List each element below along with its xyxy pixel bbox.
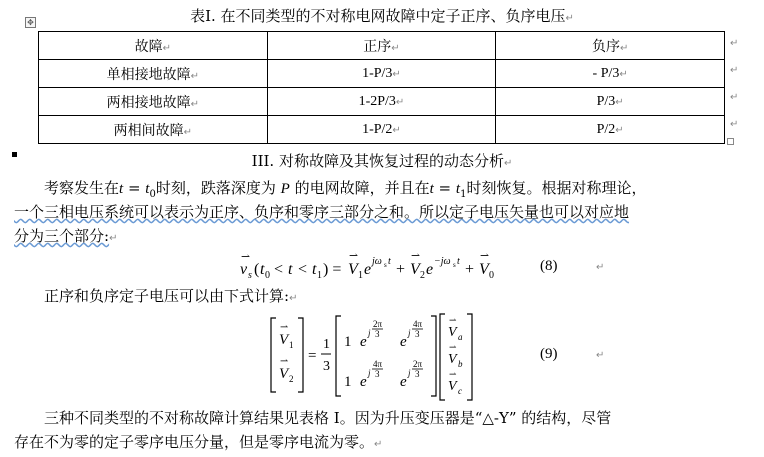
- table-resize-handle[interactable]: [727, 138, 734, 145]
- svg-text:v: v: [240, 261, 248, 278]
- svg-text:1: 1: [323, 337, 330, 352]
- svg-text:V: V: [448, 379, 457, 394]
- svg-text:c: c: [458, 386, 462, 396]
- svg-text:1: 1: [289, 340, 294, 350]
- svg-text:V: V: [348, 261, 358, 278]
- row-end-mark: ↵: [730, 65, 739, 76]
- paragraph-mark: ↵: [374, 439, 383, 450]
- svg-text:⇀: ⇀: [411, 250, 421, 262]
- svg-text:e: e: [360, 374, 367, 390]
- svg-text:3: 3: [415, 369, 420, 379]
- section-heading: III. 对称故障及其恢复过程的动态分析↵: [251, 152, 513, 170]
- paragraph-mark: ↵: [615, 96, 624, 108]
- equation-number: (9): [540, 346, 558, 362]
- svg-text:V: V: [448, 325, 457, 340]
- svg-text:⇀: ⇀: [449, 342, 457, 352]
- svg-text:b: b: [458, 359, 463, 369]
- table-row: [39, 60, 725, 88]
- svg-text:j: j: [408, 368, 411, 378]
- table-cell: 1-P/2↵: [267, 116, 496, 144]
- svg-text:j: j: [368, 368, 371, 378]
- header-cell-fault: 故障↵: [39, 32, 268, 60]
- svg-text:⇀: ⇀: [480, 250, 490, 262]
- svg-text:t: t: [312, 261, 317, 278]
- svg-text:+: +: [465, 261, 475, 278]
- svg-text:1: 1: [344, 334, 352, 350]
- svg-text:j: j: [408, 328, 411, 338]
- svg-text:s: s: [453, 261, 456, 269]
- svg-text:V: V: [279, 366, 289, 382]
- paragraph-line: 一个三相电压系统可以表示为正序、负序和零序三部分之和。所以定子电压矢量也可以对应地: [14, 203, 630, 221]
- svg-text:3: 3: [415, 329, 420, 339]
- svg-text:V: V: [279, 332, 289, 348]
- paragraph-mark: ↵: [109, 233, 118, 244]
- svg-text:V: V: [479, 261, 489, 278]
- paragraph-mark: ↵: [619, 42, 629, 54]
- svg-text:3: 3: [375, 329, 380, 339]
- svg-text:s: s: [248, 270, 252, 281]
- row-end-mark: ↵: [730, 92, 739, 103]
- table-cell: P/2↵: [496, 116, 725, 144]
- paragraph-mark: ↵: [565, 13, 574, 24]
- paragraph-mark: ↵: [190, 70, 199, 82]
- svg-text:⇀: ⇀: [449, 369, 457, 379]
- math-inline: t: [429, 181, 434, 197]
- paragraph-mark: ↵: [615, 124, 624, 136]
- svg-text:s: s: [384, 261, 387, 269]
- table-cell: 两相间故障↵: [39, 116, 268, 144]
- svg-text:t: t: [260, 261, 265, 278]
- svg-text:2π: 2π: [413, 359, 423, 369]
- svg-text:1: 1: [317, 270, 322, 281]
- paragraph-mark: ↵: [289, 293, 298, 304]
- math-inline: t: [145, 181, 150, 197]
- table-caption: 表Ⅰ. 在不同类型的不对称电网故障中定子正序、负序电压↵: [190, 7, 574, 25]
- svg-text:t: t: [388, 256, 391, 267]
- svg-text:a: a: [458, 332, 463, 342]
- paragraph-mark: ↵: [183, 126, 192, 138]
- svg-text:V: V: [410, 261, 420, 278]
- table-move-handle-icon[interactable]: ✥: [25, 17, 36, 28]
- svg-text:V: V: [448, 352, 457, 367]
- paragraph-line: 正序和负序定子电压可以由下式计算:↵: [44, 287, 298, 305]
- row-end-mark: ↵: [730, 38, 739, 49]
- paragraph-mark: ↵: [392, 68, 401, 80]
- svg-text:e: e: [400, 374, 407, 390]
- paragraph-mark: ↵: [190, 98, 199, 110]
- svg-text:(: (: [254, 261, 260, 278]
- svg-text:3: 3: [323, 359, 330, 374]
- svg-text:⇀: ⇀: [280, 356, 289, 367]
- math-inline: t: [119, 181, 124, 197]
- svg-text:<: <: [298, 261, 308, 278]
- table-row: [39, 116, 725, 144]
- svg-text:⇀: ⇀: [280, 322, 289, 333]
- svg-text:e: e: [364, 261, 372, 278]
- math-inline: P: [280, 181, 290, 197]
- svg-text:e: e: [426, 261, 434, 278]
- svg-text:jω: jω: [372, 256, 382, 267]
- svg-text:−jω: −jω: [434, 256, 451, 267]
- table-cell: 两相接地故障↵: [39, 88, 268, 116]
- svg-text:3: 3: [375, 369, 380, 379]
- paragraph-line: 存在不为零的定子零序电压分量，但是零序电流为零。↵: [14, 433, 383, 451]
- svg-text:t: t: [457, 256, 460, 267]
- table-header-row: [39, 32, 725, 60]
- svg-text:1: 1: [344, 374, 352, 390]
- paragraph-line: 考察发生在$t = t_0$时刻，跌落深度为 P 的电网故障，并且在$t = t_1$时刻恢复。根据对称理论，: [44, 179, 647, 200]
- paragraph-mark: ↵: [392, 124, 401, 136]
- svg-text:4π: 4π: [373, 359, 383, 369]
- svg-text:2: 2: [289, 374, 294, 384]
- paragraph-mark: ↵: [395, 96, 405, 108]
- fault-voltage-table: [38, 31, 725, 144]
- math-inline: t: [455, 181, 461, 197]
- svg-text:1: 1: [358, 270, 363, 281]
- paragraph-mark: ↵: [596, 350, 605, 361]
- svg-text:⇀: ⇀: [449, 315, 457, 325]
- svg-text:<: <: [274, 261, 284, 278]
- svg-text:2: 2: [420, 270, 425, 281]
- svg-text:0: 0: [265, 270, 270, 281]
- paragraph-mark: ↵: [391, 42, 400, 54]
- svg-text:e: e: [400, 334, 407, 350]
- table-cell: - P/3↵: [496, 60, 725, 88]
- equation-number: (8): [540, 258, 558, 274]
- svg-text:+: +: [396, 261, 406, 278]
- header-cell-negative: 负序↵: [496, 32, 725, 60]
- table-cell: 1-P/3↵: [267, 60, 496, 88]
- table-row: [39, 88, 725, 116]
- paragraph-line: 分为三个部分:↵: [14, 227, 118, 245]
- table-cell: 单相接地故障↵: [39, 60, 268, 88]
- svg-text:2π: 2π: [373, 319, 383, 329]
- svg-text:=: =: [308, 348, 317, 364]
- equation-8: [240, 250, 540, 284]
- row-end-mark: ↵: [730, 119, 739, 130]
- paragraph-mark: ↵: [596, 262, 605, 273]
- equation-9: [268, 312, 478, 404]
- paragraph-mark: ↵: [503, 158, 513, 169]
- svg-text:⇀: ⇀: [349, 250, 359, 262]
- paragraph-mark: ↵: [162, 42, 171, 54]
- svg-text:t: t: [288, 261, 293, 278]
- svg-text:0: 0: [489, 270, 494, 281]
- header-cell-positive: 正序↵: [267, 32, 496, 60]
- paragraph-mark: ↵: [619, 68, 628, 80]
- table-cell: P/3↵: [496, 88, 725, 116]
- svg-text:4π: 4π: [413, 319, 423, 329]
- svg-text:j: j: [368, 328, 371, 338]
- table-cell: 1-2P/3↵: [267, 88, 496, 116]
- paragraph-line: 三种不同类型的不对称故障计算结果见表格 I。因为升压变压器是“△-Y” 的结构，尽管: [44, 409, 612, 427]
- svg-text:⇀: ⇀: [241, 251, 251, 263]
- svg-text:e: e: [360, 334, 367, 350]
- svg-text:) =: ) =: [323, 261, 342, 278]
